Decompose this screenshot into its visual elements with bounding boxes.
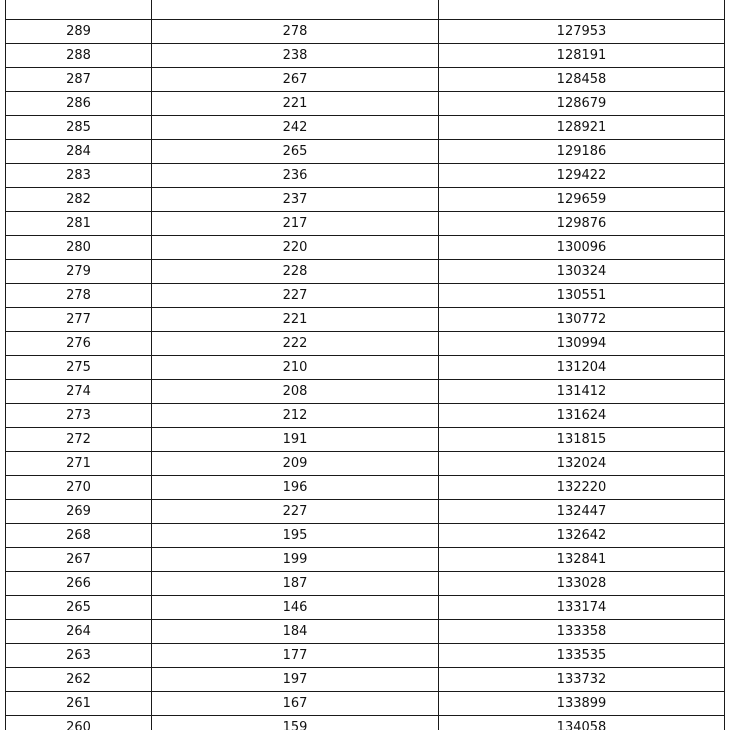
table-row (6, 332, 725, 356)
score-cell: 263 (6, 644, 152, 668)
count-cell: 195 (152, 524, 439, 548)
count-cell: 278 (152, 20, 439, 44)
cumulative-cell: 131815 (439, 428, 725, 452)
cumulative-cell: 128458 (439, 68, 725, 92)
cumulative-cell: 132642 (439, 524, 725, 548)
score-cell: 266 (6, 572, 152, 596)
cumulative-cell: 133535 (439, 644, 725, 668)
count-cell: 167 (152, 692, 439, 716)
table-row (6, 20, 725, 44)
score-cell: 284 (6, 140, 152, 164)
table-row (6, 212, 725, 236)
count-cell: 221 (152, 92, 439, 116)
cumulative-cell: 133358 (439, 620, 725, 644)
cumulative-cell (439, 0, 725, 20)
table-row (6, 404, 725, 428)
cumulative-cell: 129876 (439, 212, 725, 236)
count-cell: 227 (152, 284, 439, 308)
table-row (6, 44, 725, 68)
table-row (6, 260, 725, 284)
count-cell (152, 0, 439, 20)
score-cell: 274 (6, 380, 152, 404)
count-cell: 238 (152, 44, 439, 68)
count-cell: 146 (152, 596, 439, 620)
count-cell: 159 (152, 716, 439, 730)
score-cell: 289 (6, 20, 152, 44)
count-cell: 236 (152, 164, 439, 188)
count-cell: 228 (152, 260, 439, 284)
score-cell: 267 (6, 548, 152, 572)
table-row (6, 428, 725, 452)
score-cell: 286 (6, 92, 152, 116)
cumulative-cell: 130324 (439, 260, 725, 284)
cumulative-cell: 131204 (439, 356, 725, 380)
score-cell: 277 (6, 308, 152, 332)
table-row (6, 188, 725, 212)
score-cell: 282 (6, 188, 152, 212)
score-cell: 279 (6, 260, 152, 284)
table-row (6, 0, 725, 20)
cumulative-cell: 128191 (439, 44, 725, 68)
cumulative-cell: 129659 (439, 188, 725, 212)
cumulative-cell: 131624 (439, 404, 725, 428)
cumulative-cell: 128921 (439, 116, 725, 140)
cumulative-cell: 129422 (439, 164, 725, 188)
count-cell: 209 (152, 452, 439, 476)
cumulative-cell: 130772 (439, 308, 725, 332)
cumulative-cell: 132447 (439, 500, 725, 524)
score-cell: 288 (6, 44, 152, 68)
table-row (6, 500, 725, 524)
table-row (6, 236, 725, 260)
score-cell: 275 (6, 356, 152, 380)
table-row (6, 380, 725, 404)
count-cell: 217 (152, 212, 439, 236)
table-row (6, 92, 725, 116)
score-cell: 271 (6, 452, 152, 476)
cumulative-cell: 131412 (439, 380, 725, 404)
cumulative-cell: 127953 (439, 20, 725, 44)
count-cell: 210 (152, 356, 439, 380)
count-cell: 267 (152, 68, 439, 92)
table-row (6, 644, 725, 668)
score-cell: 262 (6, 668, 152, 692)
cumulative-cell: 133028 (439, 572, 725, 596)
score-cell: 281 (6, 212, 152, 236)
table-row (6, 476, 725, 500)
count-cell: 197 (152, 668, 439, 692)
count-cell: 177 (152, 644, 439, 668)
score-cell: 280 (6, 236, 152, 260)
count-cell: 227 (152, 500, 439, 524)
table-row (6, 164, 725, 188)
table-row (6, 68, 725, 92)
cumulative-cell: 133899 (439, 692, 725, 716)
table-body (6, 0, 725, 730)
score-cell: 287 (6, 68, 152, 92)
cumulative-cell: 130551 (439, 284, 725, 308)
score-cell: 264 (6, 620, 152, 644)
cumulative-cell: 132024 (439, 452, 725, 476)
score-cell: 265 (6, 596, 152, 620)
table-row (6, 524, 725, 548)
count-cell: 265 (152, 140, 439, 164)
count-cell: 222 (152, 332, 439, 356)
table-row (6, 692, 725, 716)
score-cell: 261 (6, 692, 152, 716)
cumulative-cell: 130994 (439, 332, 725, 356)
score-cell: 260 (6, 716, 152, 730)
count-cell: 237 (152, 188, 439, 212)
cumulative-cell: 129186 (439, 140, 725, 164)
score-cell: 273 (6, 404, 152, 428)
count-cell: 208 (152, 380, 439, 404)
table-row (6, 548, 725, 572)
score-cell: 276 (6, 332, 152, 356)
cumulative-cell: 130096 (439, 236, 725, 260)
table-row (6, 116, 725, 140)
count-cell: 191 (152, 428, 439, 452)
table-row (6, 668, 725, 692)
table-row (6, 716, 725, 730)
count-cell: 196 (152, 476, 439, 500)
table-row (6, 596, 725, 620)
cumulative-cell: 133732 (439, 668, 725, 692)
count-cell: 221 (152, 308, 439, 332)
table-row (6, 620, 725, 644)
score-cell: 285 (6, 116, 152, 140)
score-cell (6, 0, 152, 20)
score-cell: 283 (6, 164, 152, 188)
score-cell: 272 (6, 428, 152, 452)
table-row (6, 452, 725, 476)
count-cell: 242 (152, 116, 439, 140)
cumulative-cell: 134058 (439, 716, 725, 730)
count-cell: 187 (152, 572, 439, 596)
score-cell: 269 (6, 500, 152, 524)
count-cell: 220 (152, 236, 439, 260)
score-cell: 278 (6, 284, 152, 308)
table-row (6, 308, 725, 332)
cumulative-cell: 133174 (439, 596, 725, 620)
score-cell: 268 (6, 524, 152, 548)
count-cell: 184 (152, 620, 439, 644)
table-row (6, 284, 725, 308)
table-row (6, 572, 725, 596)
score-cell: 270 (6, 476, 152, 500)
cumulative-cell: 132841 (439, 548, 725, 572)
table-row (6, 356, 725, 380)
cumulative-cell: 128679 (439, 92, 725, 116)
count-cell: 199 (152, 548, 439, 572)
cumulative-cell: 132220 (439, 476, 725, 500)
count-cell: 212 (152, 404, 439, 428)
score-distribution-table (5, 0, 725, 730)
table-row (6, 140, 725, 164)
